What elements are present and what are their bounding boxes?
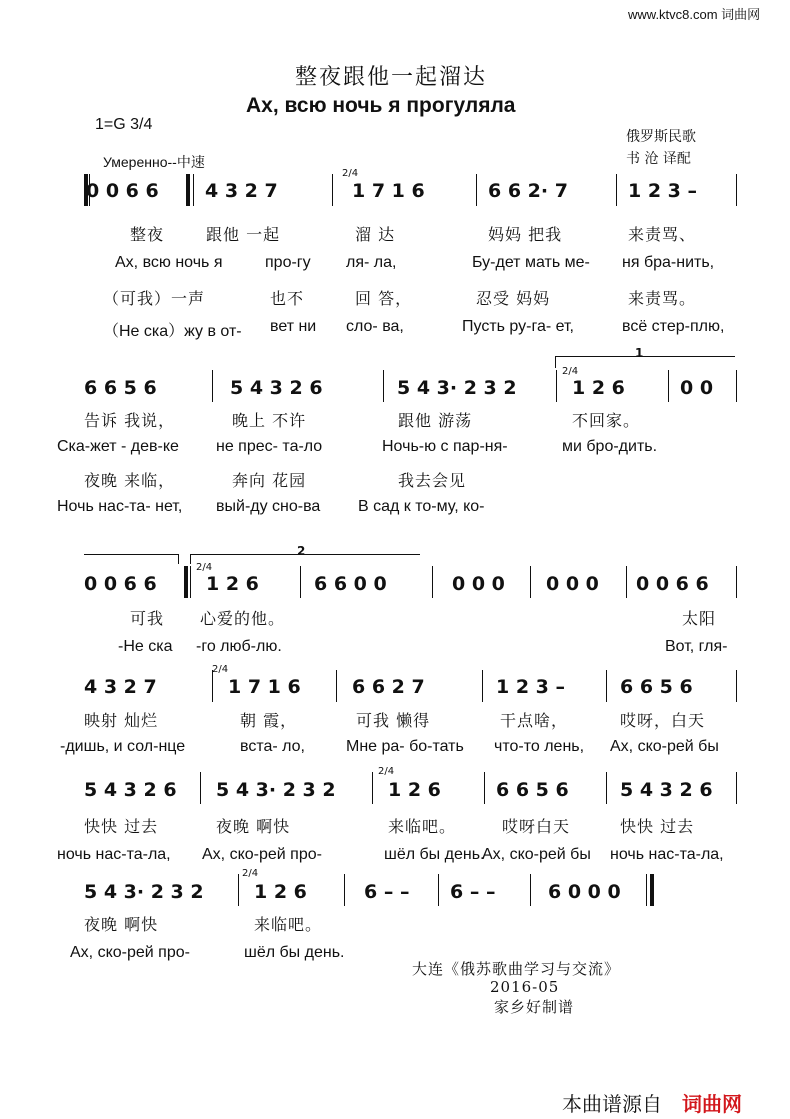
measure-notes: 1 2 6 xyxy=(254,881,307,903)
volta-bracket-edge xyxy=(178,554,179,564)
footer-site-link[interactable]: 词曲网 xyxy=(682,1092,742,1116)
lyric-cn: 夜晚 啊快 xyxy=(84,915,159,934)
barline xyxy=(200,772,201,804)
time-signature-change: 2/4 xyxy=(212,664,229,675)
lyric-ru: Пусть ру-га- ет, xyxy=(462,318,574,335)
lyric-cn: 奔向 花园 xyxy=(232,471,307,490)
measure-notes: 0 0 6 6 xyxy=(86,180,159,202)
barline xyxy=(383,370,384,402)
barline xyxy=(626,566,627,598)
lyric-ru: В сад к то-му, ко- xyxy=(358,498,485,515)
lyric-ru: Ска-жет - дев-ке xyxy=(57,438,179,455)
measure-notes: 5 4 3· 2 3 2 xyxy=(397,377,517,399)
song-title-russian: Ах, всю ночь я прогуляла xyxy=(246,94,516,117)
barline xyxy=(616,174,617,206)
repeat-end-barline xyxy=(184,566,188,598)
lyric-ru: ми бро-дить. xyxy=(562,438,658,455)
lyric-ru: вый-ду сно-ва xyxy=(216,498,321,515)
measure-notes: 1 2 6 xyxy=(388,779,441,801)
lyric-cn: 心爱的他。 xyxy=(200,609,286,628)
volta-1-label: 1 xyxy=(635,346,644,360)
measure-notes: 6 6 5 6 xyxy=(496,779,569,801)
lyric-ru: Вот, гля- xyxy=(665,638,728,655)
barline xyxy=(238,874,239,906)
lyric-cn: 妈妈 把我 xyxy=(488,225,563,244)
final-barline-thin xyxy=(646,874,647,906)
lyric-ru: Ах, ско-рей про- xyxy=(70,944,190,961)
lyric-cn: （可我）一声 xyxy=(103,289,206,308)
lyric-cn: 干点啥， xyxy=(500,711,569,730)
barline xyxy=(736,670,737,702)
lyric-ru: Ночь нас-та- нет, xyxy=(57,498,183,515)
measure-notes: 5 4 3 2 6 xyxy=(84,779,177,801)
lyric-cn: 我去会见 xyxy=(398,471,467,490)
time-signature-change: 2/4 xyxy=(242,868,259,879)
time-signature-change: 2/4 xyxy=(342,168,359,179)
tempo-marking: Умеренно--中速 xyxy=(103,154,205,170)
measure-notes: 5 4 3· 2 3 2 xyxy=(84,881,204,903)
measure-notes: 6 6 5 6 xyxy=(620,676,693,698)
barline xyxy=(476,174,477,206)
lyric-ru: ля- ла, xyxy=(346,254,397,271)
lyric-cn: 告诉 我说， xyxy=(84,411,176,430)
lyric-cn: 太阳 xyxy=(682,609,717,628)
lyric-cn: 映射 灿烂 xyxy=(84,711,159,730)
watermark: www.ktvc8.com 词曲网 xyxy=(628,7,761,22)
barline xyxy=(606,670,607,702)
lyric-cn: 溜 达 xyxy=(355,225,396,244)
lyric-cn: 快快 过去 xyxy=(84,817,159,836)
lyric-cn: 来临吧。 xyxy=(388,817,457,836)
measure-notes: 1 2 6 xyxy=(572,377,625,399)
measure-notes: 0 0 6 6 xyxy=(636,573,709,595)
measure-notes: 5 4 3· 2 3 2 xyxy=(216,779,336,801)
lyric-ru: сло- ва, xyxy=(346,318,404,335)
measure-notes: 1 2 3 – xyxy=(496,676,566,698)
translator-label: 书 沧 译配 xyxy=(626,151,691,167)
measure-notes: 4 3 2 7 xyxy=(205,180,278,202)
lyric-cn: 夜晚 啊快 xyxy=(216,817,291,836)
barline xyxy=(190,566,191,598)
measure-notes: 6 6 2· 7 xyxy=(488,180,568,202)
volta-2-label: 2 xyxy=(297,544,306,558)
repeat-start-barline xyxy=(186,174,190,206)
lyric-cn: 跟他 一起 xyxy=(206,225,281,244)
volta-bracket-edge xyxy=(555,356,556,368)
lyric-cn: 哎呀白天 xyxy=(502,817,571,836)
barline xyxy=(736,174,737,206)
lyric-cn: 不回家。 xyxy=(572,411,641,430)
lyric-ru: ночь нас-та-ла, xyxy=(610,846,724,863)
time-signature-change: 2/4 xyxy=(378,766,395,777)
lyric-ru: вет ни xyxy=(270,318,317,335)
measure-notes: 0 0 6 6 xyxy=(84,573,157,595)
lyric-cn: 跟他 游荡 xyxy=(398,411,473,430)
lyric-ru: Ночь-ю с пар-ня- xyxy=(382,438,508,455)
lyric-ru: Ах, ско-рей про- xyxy=(202,846,322,863)
footer-source-label: 本曲谱源自 xyxy=(562,1092,662,1116)
barline xyxy=(668,370,669,402)
lyric-ru: Бу-дет мать ме- xyxy=(472,254,590,271)
lyric-cn: 可我 xyxy=(130,609,165,628)
credit-source: 大连《俄苏歌曲学习与交流》 xyxy=(412,960,621,978)
measure-notes: 0 0 0 xyxy=(452,573,505,595)
barline xyxy=(344,874,345,906)
barline xyxy=(484,772,485,804)
lyric-ru: -Не ска xyxy=(118,638,173,655)
measure-notes: 6 0 0 0 xyxy=(548,881,621,903)
lyric-cn: 朝 霞， xyxy=(240,711,298,730)
lyric-ru: ня бра-нить, xyxy=(622,254,715,271)
barline xyxy=(336,670,337,702)
barline xyxy=(482,670,483,702)
lyric-ru: шёл бы день. xyxy=(384,846,485,863)
lyric-cn: 哎呀，白天 xyxy=(620,711,706,730)
volta-bracket xyxy=(555,356,735,357)
lyric-ru: про-гу xyxy=(265,254,311,271)
barline xyxy=(332,174,333,206)
lyric-ru: всё стер-плю, xyxy=(622,318,725,335)
final-barline-thick xyxy=(650,874,654,906)
measure-notes: 6 – – xyxy=(450,881,496,903)
lyric-ru: вста- ло, xyxy=(240,738,305,755)
volta-bracket xyxy=(84,554,178,555)
lyric-cn: 整夜 xyxy=(130,225,165,244)
measure-notes: 0 0 xyxy=(680,377,714,399)
lyric-ru: Ах, всю ночь я xyxy=(115,254,223,271)
measure-notes: 6 6 5 6 xyxy=(84,377,157,399)
barline xyxy=(212,370,213,402)
measure-notes: 6 – – xyxy=(364,881,410,903)
song-title-chinese: 整夜跟他一起溜达 xyxy=(295,65,488,90)
barline xyxy=(300,566,301,598)
lyric-ru: шёл бы день. xyxy=(244,944,345,961)
time-signature-change: 2/4 xyxy=(562,366,579,377)
measure-notes: 5 4 3 2 6 xyxy=(230,377,323,399)
barline xyxy=(736,772,737,804)
measure-notes: 6 6 2 7 xyxy=(352,676,425,698)
measure-notes: 4 3 2 7 xyxy=(84,676,157,698)
barline xyxy=(530,874,531,906)
barline xyxy=(438,874,439,906)
lyric-cn: 晚上 不许 xyxy=(232,411,307,430)
key-signature: 1=G 3/4 xyxy=(95,116,153,133)
origin-label: 俄罗斯民歌 xyxy=(626,129,696,145)
barline xyxy=(193,174,194,206)
lyric-cn: 也不 xyxy=(270,289,305,308)
measure-notes: 6 6 0 0 xyxy=(314,573,387,595)
measure-notes: 1 2 3 – xyxy=(628,180,698,202)
barline xyxy=(736,566,737,598)
barline xyxy=(606,772,607,804)
measure-notes: 1 2 6 xyxy=(206,573,259,595)
lyric-ru: ночь нас-та-ла, xyxy=(57,846,171,863)
measure-notes: 1 7 1 6 xyxy=(228,676,301,698)
measure-notes: 0 0 0 xyxy=(546,573,599,595)
barline xyxy=(432,566,433,598)
credit-engraver: 家乡好制谱 xyxy=(494,998,575,1016)
barline xyxy=(736,370,737,402)
barline xyxy=(530,566,531,598)
lyric-cn: 来责骂、 xyxy=(628,225,697,244)
credit-date: 2016-05 xyxy=(490,978,560,996)
lyric-cn: 回 答， xyxy=(355,289,413,308)
measure-notes: 1 7 1 6 xyxy=(352,180,425,202)
barline xyxy=(372,772,373,804)
lyric-ru: не прес- та-ло xyxy=(216,438,323,455)
lyric-ru: что-то лень, xyxy=(494,738,585,755)
measure-notes: 5 4 3 2 6 xyxy=(620,779,713,801)
lyric-ru: -го люб-лю. xyxy=(196,638,282,655)
volta-bracket-edge xyxy=(190,554,191,564)
lyric-cn: 忍受 妈妈 xyxy=(476,289,551,308)
lyric-cn: 可我 懒得 xyxy=(356,711,431,730)
lyric-cn: 快快 过去 xyxy=(620,817,695,836)
lyric-ru: Ах, ско-рей бы xyxy=(610,738,719,755)
lyric-cn: 来临吧。 xyxy=(254,915,323,934)
lyric-cn: 夜晚 来临， xyxy=(84,471,176,490)
lyric-ru: （Не ска）жу в от- xyxy=(103,323,242,340)
lyric-ru: Мне ра- бо-тать xyxy=(346,738,464,755)
barline xyxy=(556,370,557,402)
time-signature-change: 2/4 xyxy=(196,562,213,573)
lyric-cn: 来责骂。 xyxy=(628,289,697,308)
lyric-ru: -дишь, и сол-нце xyxy=(60,738,186,755)
lyric-ru: Ах, ско-рей бы xyxy=(482,846,591,863)
